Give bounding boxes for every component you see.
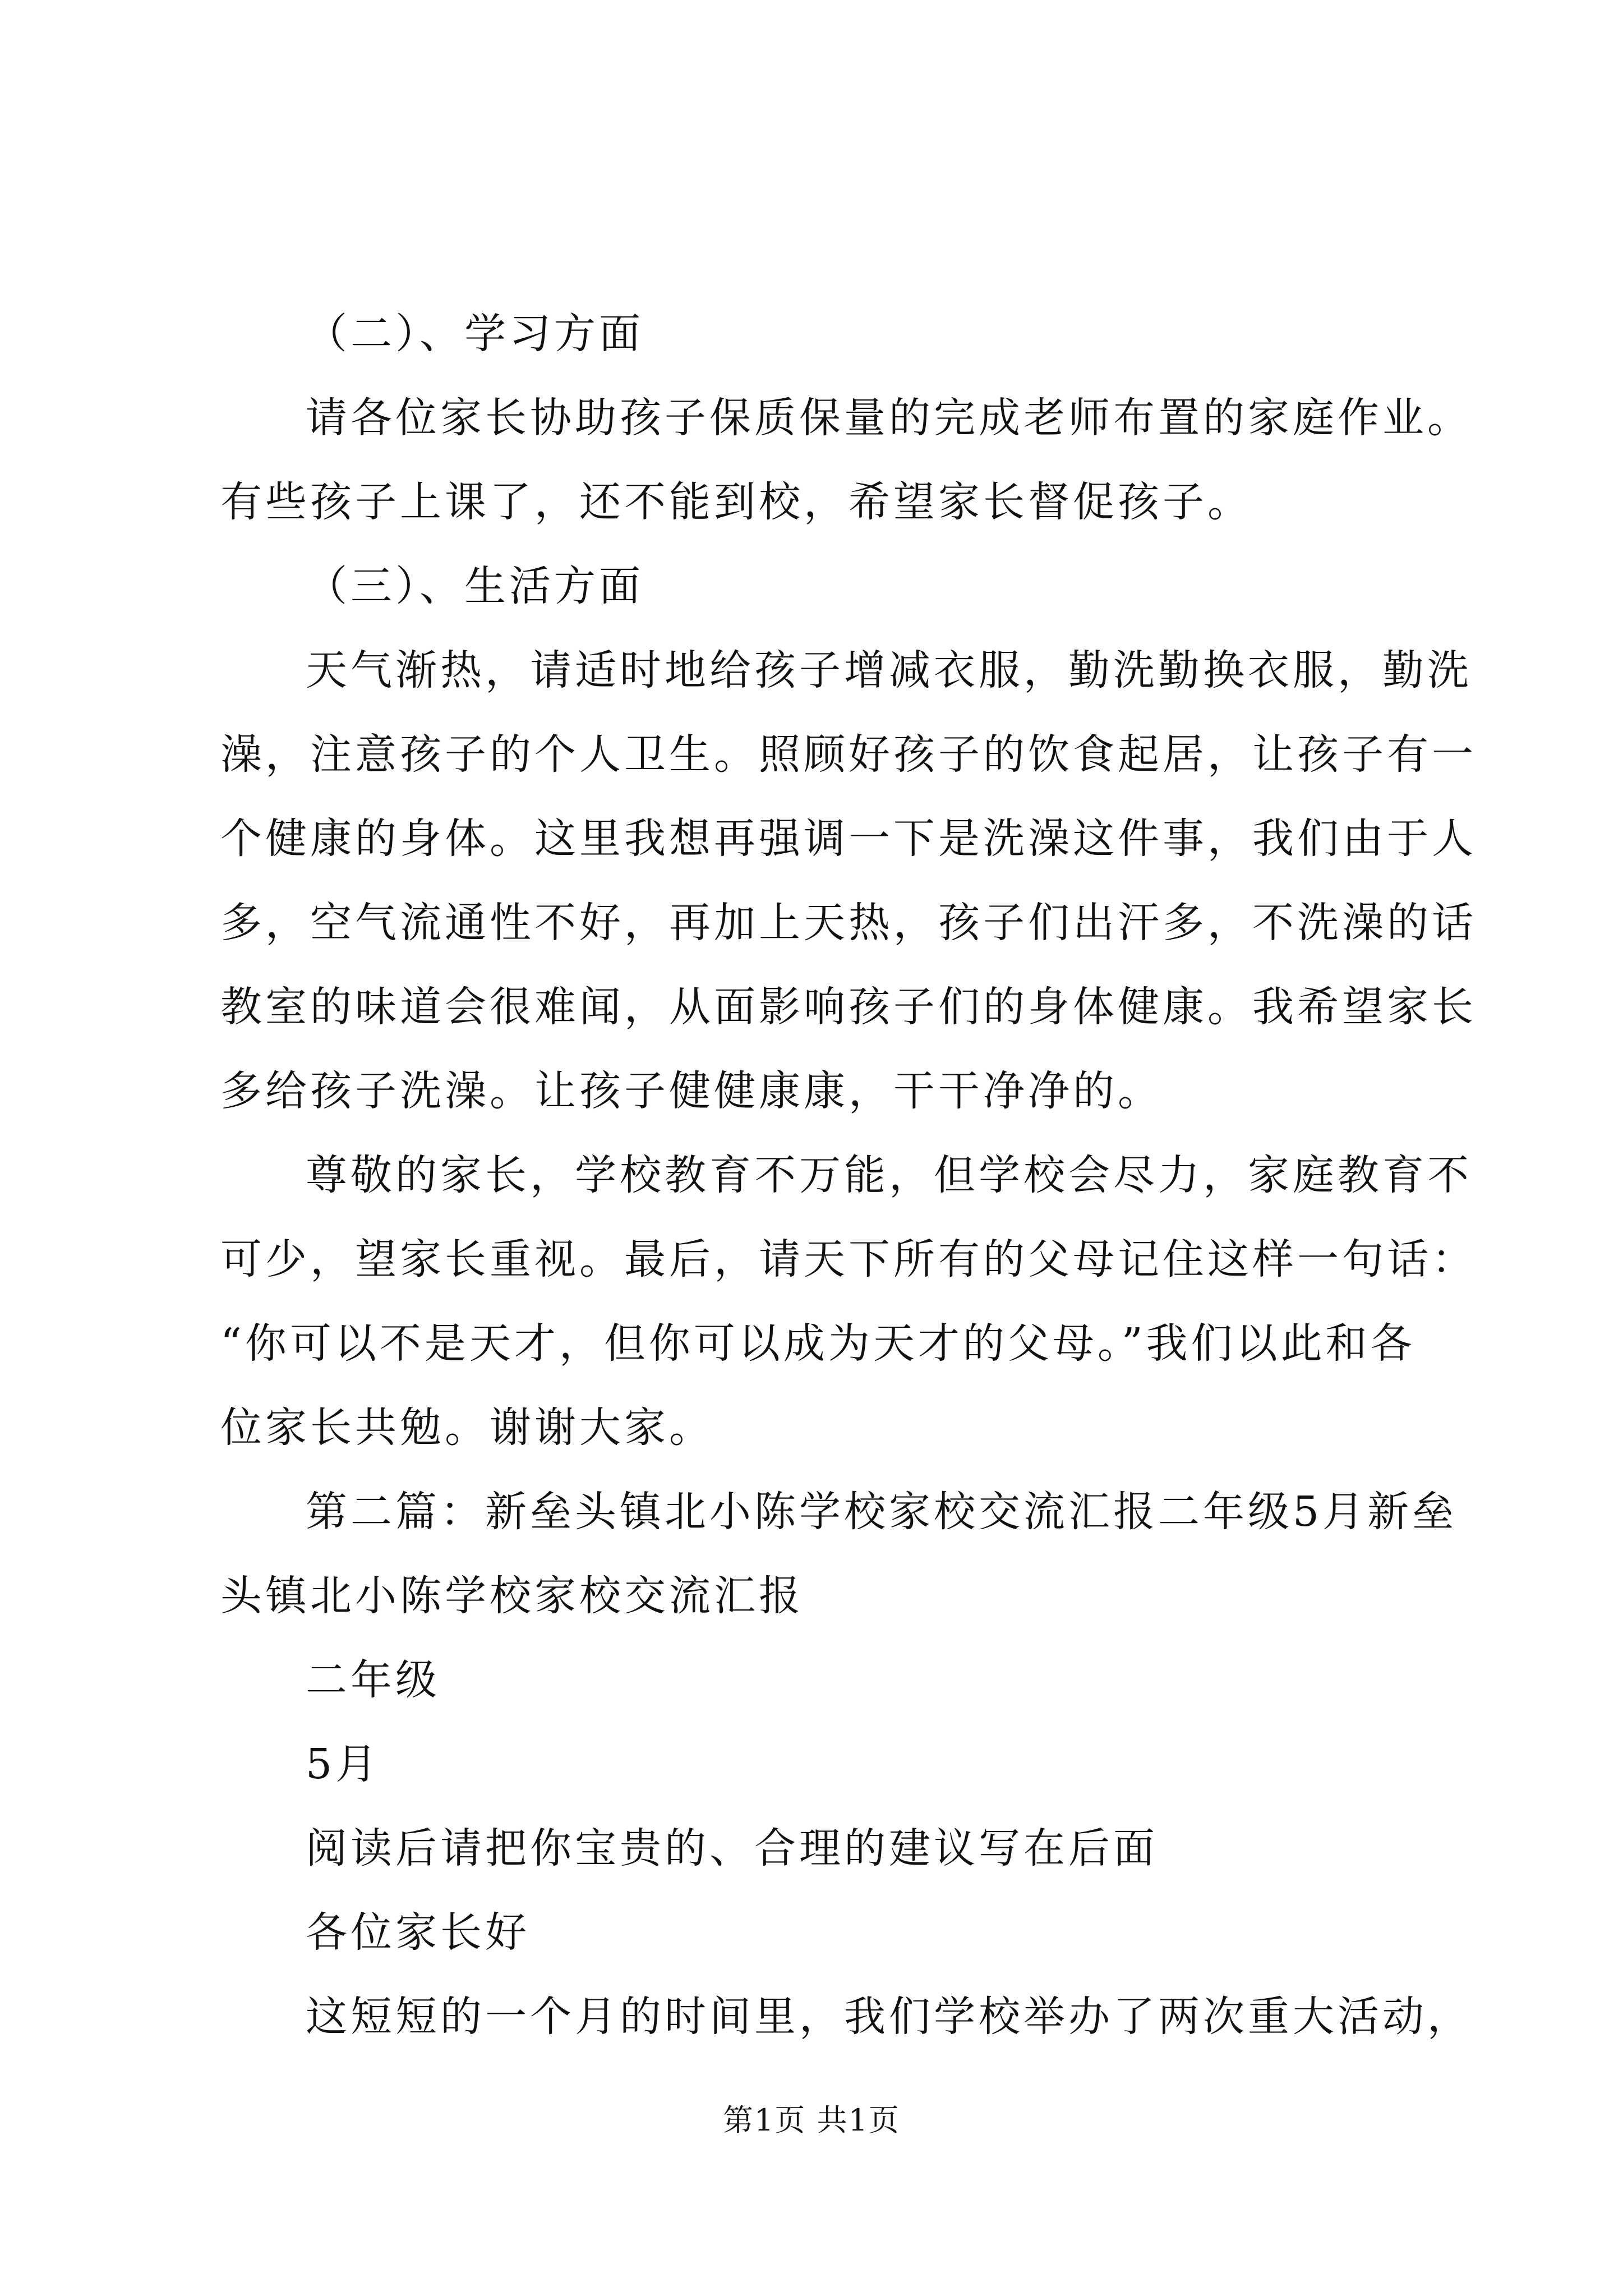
greeting-line: 各位家长好: [306, 1908, 530, 1957]
paragraph-line: 有些孩子上课了，还不能到校，希望家长督促孩子。: [220, 478, 1252, 526]
section-heading-life: （三）、生活方面: [306, 562, 644, 610]
instruction-line: 阅读后请把你宝贵的、合理的建议写在后面: [306, 1824, 1158, 1872]
month-label: 5月: [306, 1740, 381, 1788]
paragraph-line: 可少，望家长重视。最后，请天下所有的父母记住这样一句话：: [220, 1235, 1477, 1283]
paragraph-line: 个健康的身体。这里我想再强调一下是洗澡这件事，我们由于人: [220, 815, 1477, 863]
paragraph-line: 澡，注意孩子的个人卫生。照顾好孩子的饮食起居，让孩子有一: [220, 730, 1477, 779]
paragraph-line: “你可以不是天才，但你可以成为天才的父母。”我们以此和各: [220, 1319, 1415, 1368]
paragraph-line: 天气渐热，请适时地给孩子增减衣服，勤洗勤换衣服，勤洗: [306, 646, 1472, 694]
paragraph-line: 教室的味道会很难闻，从面影响孩子们的身体健康。我希望家长: [220, 983, 1477, 1031]
paragraph-line: 请各位家长协助孩子保质保量的完成老师布置的家庭作业。: [306, 394, 1472, 442]
section-heading-study: （二）、学习方面: [306, 310, 644, 358]
paragraph-line: 尊敬的家长，学校教育不万能，但学校会尽力，家庭教育不: [306, 1151, 1472, 1199]
grade-label: 二年级: [306, 1656, 440, 1704]
paragraph-line: 多给孩子洗澡。让孩子健健康康，干干净净的。: [220, 1067, 1163, 1115]
second-article-title-cont: 头镇北小陈学校家校交流汇报: [220, 1572, 804, 1620]
paragraph-line: 位家长共勉。谢谢大家。: [220, 1404, 714, 1452]
document-body: [220, 292, 1477, 2059]
paragraph-line: 这短短的一个月的时间里，我们学校举办了两次重大活动，: [306, 1993, 1472, 2041]
second-article-title: 第二篇：新垒头镇北小陈学校家校交流汇报二年级5月新垒: [306, 1488, 1458, 1536]
paragraph-line: 多，空气流通性不好，再加上天热，孩子们出汗多，不洗澡的话: [220, 899, 1477, 947]
page-footer: 第1页 共1页: [723, 2102, 900, 2138]
